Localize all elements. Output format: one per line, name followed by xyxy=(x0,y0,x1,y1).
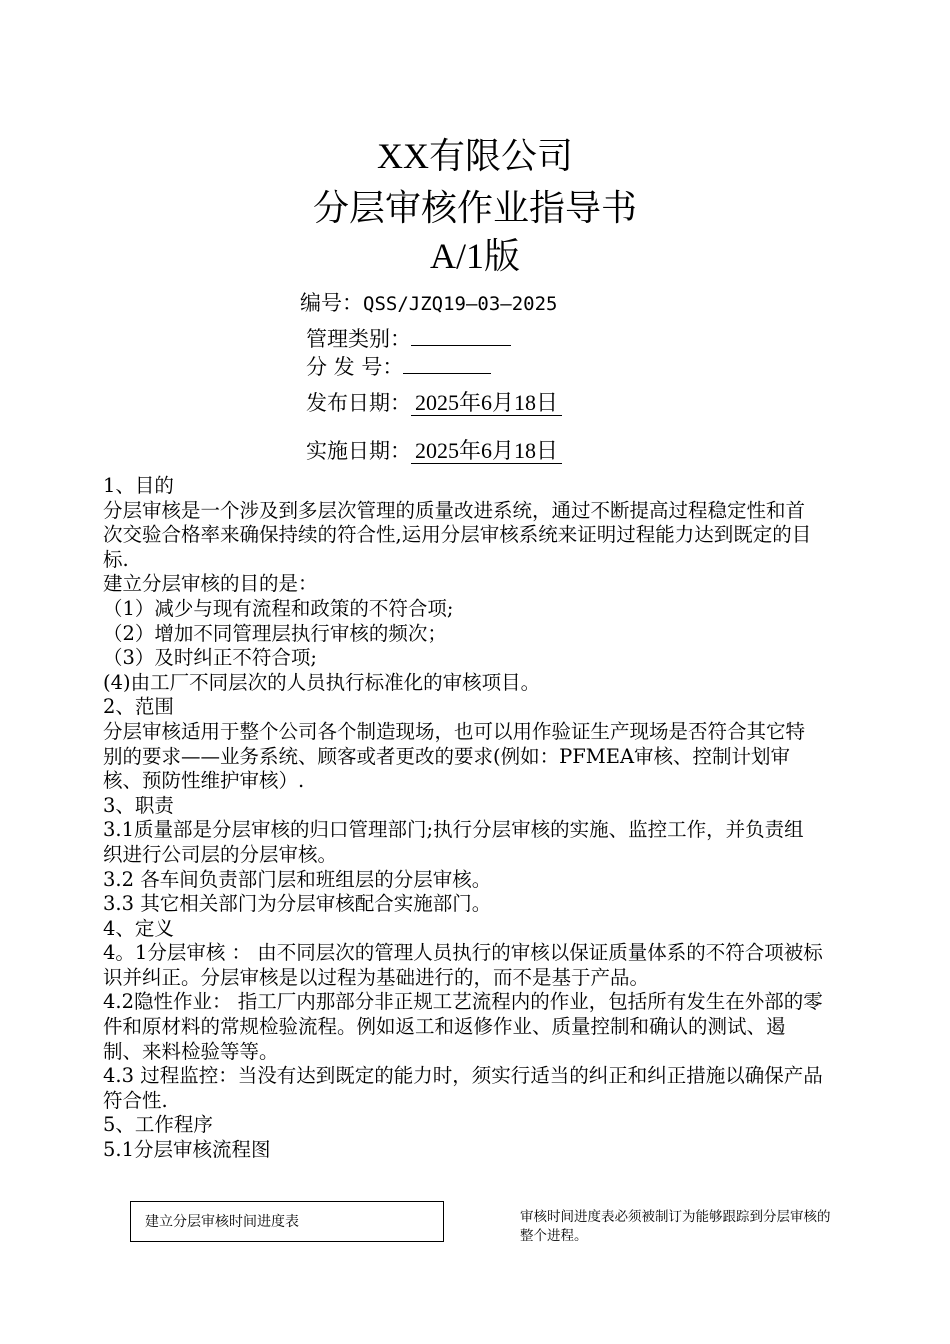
paragraph: 3.1质量部是分层审核的归口管理部门;执行分层审核的实施、监控工作，并负责组织进行公司层的分层审核。 xyxy=(103,818,804,866)
document-title: 分层审核作业指导书 xyxy=(312,188,637,228)
effective-date: 2025年6月18日 xyxy=(411,438,562,464)
release-date: 2025年6月18日 xyxy=(411,390,562,416)
paragraph: 5.1分层审核流程图 xyxy=(103,1138,271,1162)
category-blank[interactable] xyxy=(411,327,511,346)
paragraph: 4。1分层审核 ： 由不同层次的管理人员执行的审核以保证质量体系的不符合项被标识并纠正。分层审核是以过程为基础进行的，而不是基于产品。 xyxy=(103,941,823,989)
category-label: 管理类别： xyxy=(306,327,411,351)
section-heading: 2、范围 xyxy=(103,695,174,719)
paragraph: 4.3 过程监控：当没有达到既定的能力时，须实行适当的纠正和纠正措施以确保产品符合性. xyxy=(103,1064,823,1112)
list-item: （1）减少与现有流程和政策的不符合项; xyxy=(103,596,454,620)
paragraph: 4.2隐性作业： 指工厂内那部分非正规工艺流程内的作业，包括所有发生在外部的零件和原材料的常规检验流程。例如返工和返修作业、质量控制和确认的测试、遏制、来料检验等等。 xyxy=(103,990,823,1063)
code-value: QSS/JZQ19—03—2025 xyxy=(363,293,558,315)
section-heading: 5、工作程序 xyxy=(103,1113,213,1137)
issue-number xyxy=(306,351,491,381)
document-body xyxy=(103,474,823,1163)
section-heading: 1、目的 xyxy=(103,474,174,497)
paragraph: 分层审核是一个涉及到多层次管理的质量改进系统，通过不断提高过程稳定性和首次交验合格率来确保持续的符合性,运用分层审核系统来证明过程能力达到既定的目标. xyxy=(103,498,812,571)
document-version: A/1版 xyxy=(429,236,520,276)
issue-no-blank[interactable] xyxy=(403,355,491,374)
flowchart-step-box: 建立分层审核时间进度表 xyxy=(130,1201,444,1242)
code-label: 编号： xyxy=(300,291,363,315)
section-heading: 4、定义 xyxy=(103,916,174,940)
paragraph: 3.2 各车间负责部门层和班组层的分层审核。 xyxy=(103,867,492,891)
paragraph: 建立分层审核的目的是： xyxy=(103,572,318,596)
flowchart-note: 审核时间进度表必须被制订为能够跟踪到分层审核的整个进程。 xyxy=(520,1209,831,1244)
paragraph: 分层审核适用于整个公司各个制造现场，也可以用作验证生产现场是否符合其它特别的要求——业务系统、顾客或者更改的要求(例如：PFMEA审核、控制计划审核、预防性维护审核）. xyxy=(103,719,806,793)
list-item: （2）增加不同管理层执行审核的频次； xyxy=(103,621,447,645)
section-heading: 3、职责 xyxy=(103,793,174,817)
list-item: （3）及时纠正不符合项; xyxy=(103,646,317,670)
effective-label: 实施日期： xyxy=(306,439,411,463)
list-item: (4)由工厂不同层次的人员执行标准化的审核项目。 xyxy=(103,670,541,694)
document-code xyxy=(300,287,557,317)
effective-date-row xyxy=(306,434,562,465)
paragraph: 3.3 其它相关部门为分层审核配合实施部门。 xyxy=(103,892,492,916)
company-name: XX有限公司 xyxy=(377,136,573,176)
release-date-row xyxy=(306,386,562,417)
release-label: 发布日期： xyxy=(306,391,411,415)
management-category xyxy=(306,323,511,353)
issue-no-label: 分 发 号： xyxy=(306,355,404,379)
